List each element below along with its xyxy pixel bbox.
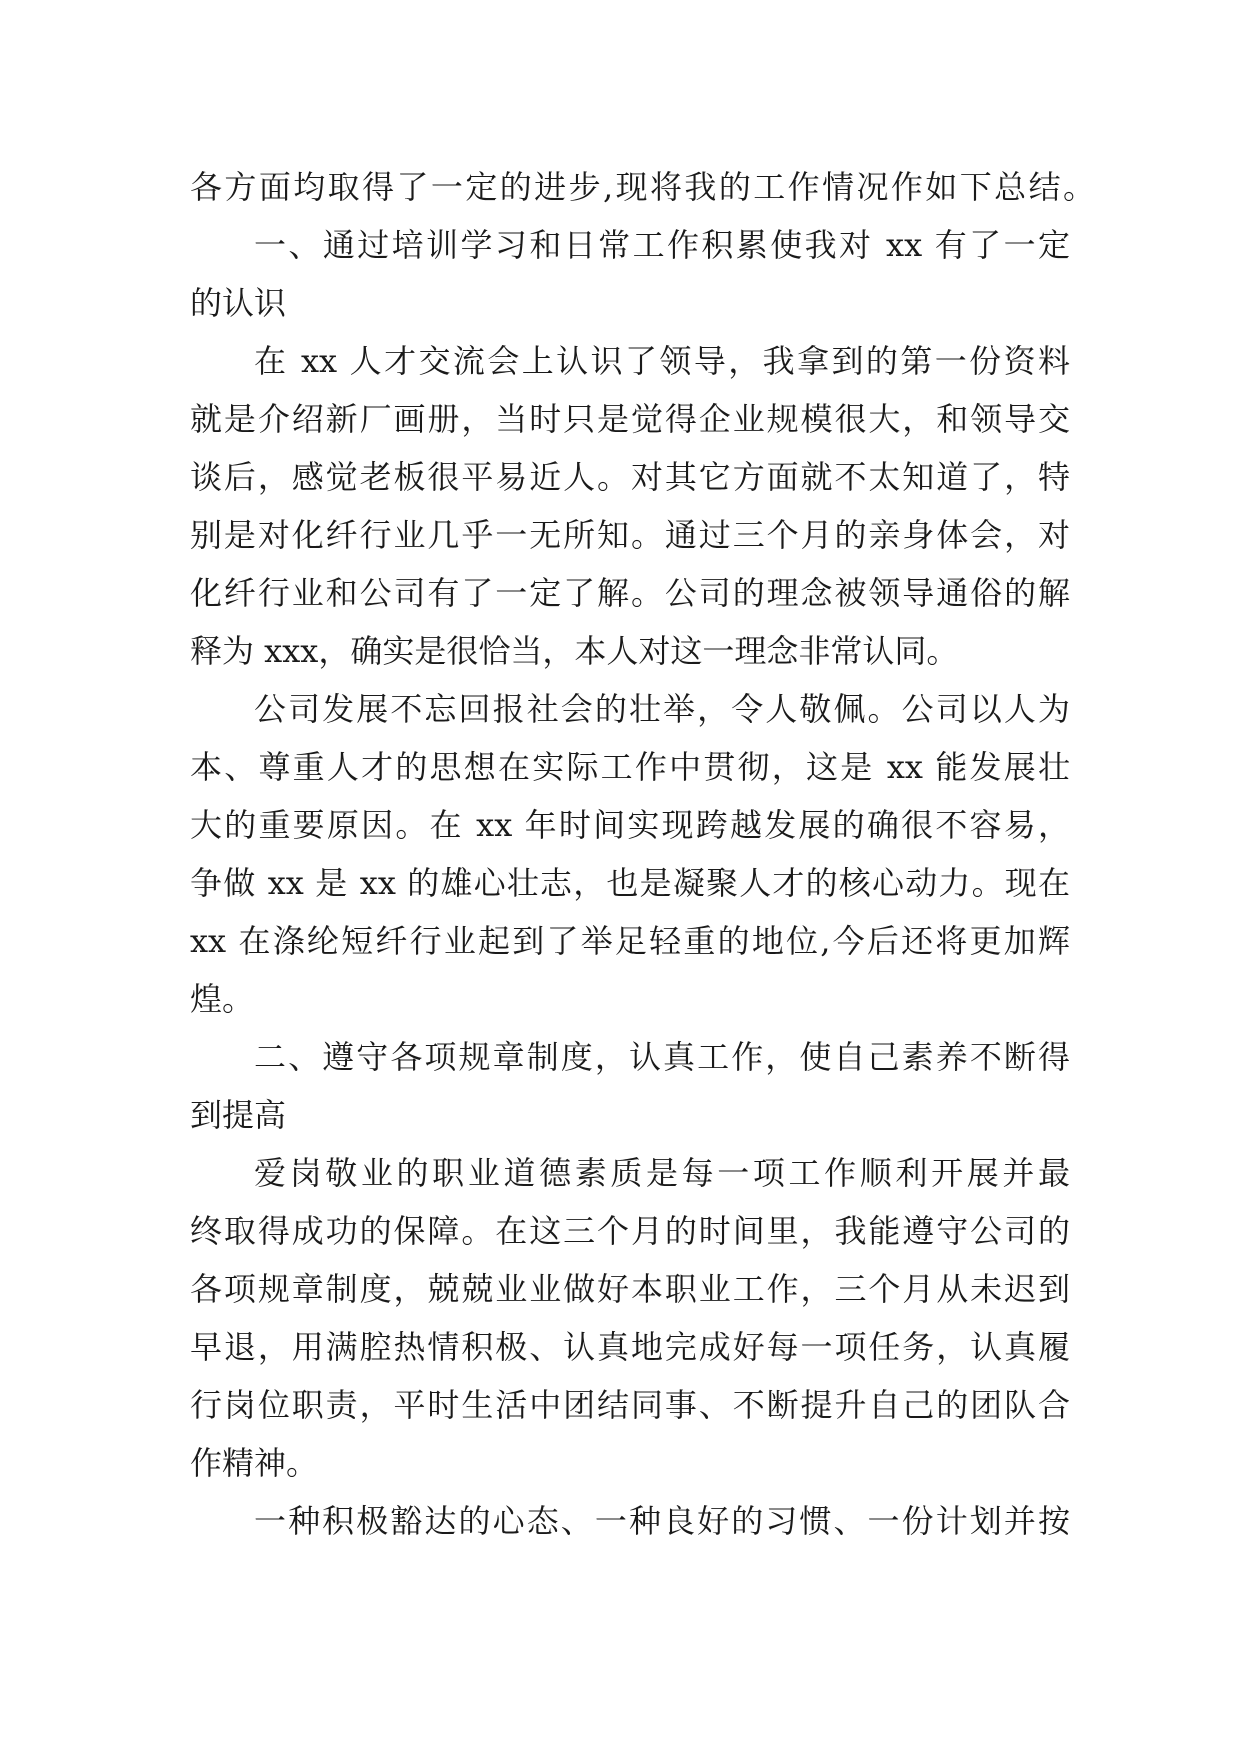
text-line: 作精神。 [190, 1444, 319, 1482]
text-line: 大的重要原因。在 xx 年时间实现跨越发展的确很不容易， [190, 806, 1070, 844]
text-line: 早退，用满腔热情积极、认真地完成好每一项任务，认真履 [190, 1328, 1070, 1366]
section-heading-2-cont: 到提高 [190, 1096, 287, 1134]
text-line: 别是对化纤行业几乎一无所知。通过三个月的亲身体会，对 [190, 516, 1070, 554]
text-line: 各项规章制度，兢兢业业做好本职业工作，三个月从未迟到 [190, 1270, 1070, 1308]
section-heading-1: 一、通过培训学习和日常工作积累使我对 xx 有了一定 [254, 226, 1070, 264]
text-line: 化纤行业和公司有了一定了解。公司的理念被领导通俗的解 [190, 574, 1070, 612]
text-line: 本、尊重人才的思想在实际工作中贯彻，这是 xx 能发展壮 [190, 748, 1070, 786]
text-line: 煌。 [190, 980, 255, 1018]
text-line: 各方面均取得了一定的进步,现将我的工作情况作如下总结。 [190, 168, 1095, 206]
text-line: 争做 xx 是 xx 的雄心壮志，也是凝聚人才的核心动力。现在 [190, 864, 1070, 902]
text-line: 公司发展不忘回报社会的壮举，令人敬佩。公司以人为 [254, 690, 1070, 728]
section-heading-2: 二、遵守各项规章制度，认真工作，使自己素养不断得 [254, 1038, 1070, 1076]
text-line: 一种积极豁达的心态、一种良好的习惯、一份计划并按 [254, 1502, 1070, 1540]
text-line: 爱岗敬业的职业道德素质是每一项工作顺利开展并最 [254, 1154, 1070, 1192]
text-line: 谈后，感觉老板很平易近人。对其它方面就不太知道了，特 [190, 458, 1070, 496]
text-line: 就是介绍新厂画册，当时只是觉得企业规模很大，和领导交 [190, 400, 1070, 438]
text-line: 释为 xxx，确实是很恰当，本人对这一理念非常认同。 [190, 632, 959, 670]
section-heading-1-cont: 的认识 [190, 284, 287, 322]
text-line: 行岗位职责，平时生活中团结同事、不断提升自己的团队合 [190, 1386, 1070, 1424]
text-line: xx 在涤纶短纤行业起到了举足轻重的地位,今后还将更加辉 [190, 922, 1070, 960]
text-line: 在 xx 人才交流会上认识了领导，我拿到的第一份资料 [254, 342, 1070, 380]
text-line: 终取得成功的保障。在这三个月的时间里，我能遵守公司的 [190, 1212, 1070, 1250]
